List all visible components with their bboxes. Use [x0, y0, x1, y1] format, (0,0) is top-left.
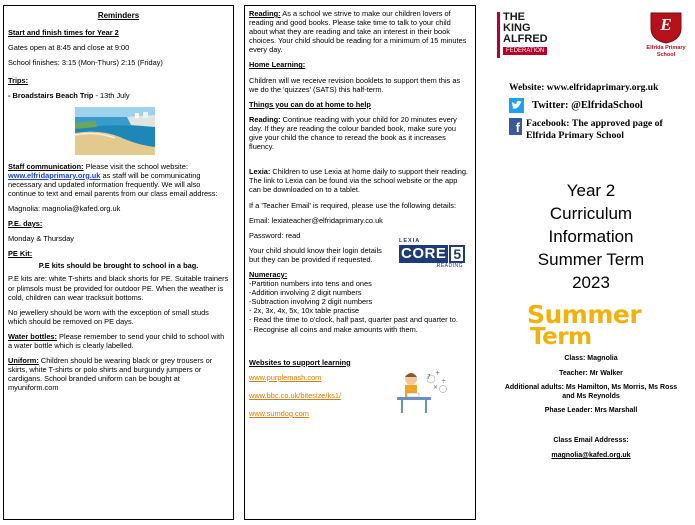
websites-heading: Websites to support learning: [249, 357, 351, 367]
additional-adults: Additional adults: Ms Hamilton, Ms Morris, Ms Ross and Ms Reynolds: [504, 384, 678, 400]
home-learning-heading: Home Learning:: [249, 60, 306, 70]
title-line-summer-term: Summer Term: [537, 250, 645, 269]
svg-text:×: ×: [433, 383, 439, 391]
trip-date: - 13th July: [95, 91, 130, 101]
magnolia-email: Magnolia: magnolia@kafed.org.uk: [8, 203, 121, 213]
website-link-sumdog[interactable]: www.sumdog.com: [249, 408, 309, 418]
water-text: Please remember to send your child to school with a water bottle which is clearly labelled.: [8, 331, 225, 350]
staff-comm-pre: Please visit the school website:: [83, 161, 188, 171]
water-heading: Water bottles:: [8, 331, 57, 341]
facebook-row[interactable]: [509, 118, 693, 142]
trip-line: [8, 91, 229, 100]
staff-communication: [8, 162, 229, 198]
uniform-text: Children should be wearing black or grey trousers or skirts, white T-shirts or polo shirts and burgundy jumpers or cardigans. School branded uniform can be bought at myuniform.com: [8, 356, 213, 393]
beach-photo: [75, 107, 155, 155]
reading-section: [249, 9, 471, 54]
lexia-core5-logo: [399, 238, 467, 276]
lexia-logo-bottom: READING: [436, 262, 463, 269]
lexia-text: Children to use Lexia at home daily to support their reading. The link to Lexia can be found via the school website or the app can be downloaded on to a tablet.: [249, 167, 468, 195]
numeracy-heading: Numeracy:: [249, 269, 288, 279]
twitter-icon: [509, 98, 524, 113]
staff-comm-post: as staff will be communicating necessary and updated information frequently. We will also continue to text and email parents from our class email address:: [8, 170, 218, 198]
reading2-section: [249, 115, 471, 151]
summer-word: Summer: [527, 300, 642, 329]
uniform-heading: Uniform:: [8, 356, 39, 366]
pe-kit-heading: PE Kit:: [8, 249, 33, 259]
lexia-logo-five: 5: [449, 245, 465, 263]
times-heading: Start and finish times for Year 2: [8, 28, 119, 38]
jewellery-text: No jewellery should be worn with the exception of small studs which should be removed on PE days.: [8, 307, 209, 326]
twitter-handle: Twitter: @ElfridaSchool: [532, 100, 643, 111]
federation-the: THE: [503, 11, 525, 23]
federation-alfred: ALFRED: [503, 33, 548, 45]
trip-name: - Broadstairs Beach Trip: [8, 91, 94, 101]
website-link[interactable]: www.elfridaprimary.org.uk: [8, 170, 101, 180]
uniform: [8, 356, 229, 392]
school-finishes-text: School finishes: 3:15 (Mon-Thurs) 2:15 (Friday): [8, 58, 163, 68]
teacher-email-request: If a 'Teacher Email' is required, please use the following details:: [249, 200, 456, 210]
reminders-panel: [3, 5, 234, 520]
website-line: Website: www.elfridaprimary.org.uk: [509, 83, 659, 93]
water-bottles: [8, 332, 229, 350]
numeracy-item: - Recognise all coins and make amounts with them.: [249, 324, 418, 334]
pe-kit-bag-note: P.E kits should be brought to school in a bag.: [38, 261, 199, 271]
gates-open-text: Gates open at 8:45 and close at 9:00: [8, 43, 130, 53]
title-line-curriculum: Curriculum: [549, 204, 633, 223]
website-link-bitesize[interactable]: www.bbc.co.uk/bitesize/ks1/: [249, 390, 342, 400]
numeracy-list: [249, 279, 471, 334]
phase-leader: Phase Leader: Mrs Marshall: [544, 407, 638, 414]
federation-king: KING: [503, 22, 531, 34]
reading2-text: Continue reading with your child for 20 minutes every day. If they are reading the colour banded book, make sure you give your child the chance to reread the book as it increases fluency.: [249, 114, 457, 152]
title-line-year-number: 2023: [572, 273, 610, 292]
king-alfred-federation-logo: [497, 12, 563, 58]
pe-kit-text: P.E kits are: white T-shirts and black shorts for PE. Suitable trainers or plimsols must be provided for outdoor PE. When the weather is cold, children can wear tracksuit bottoms.: [8, 274, 229, 302]
facebook-icon: f: [509, 118, 522, 135]
svg-text:+: +: [435, 369, 441, 377]
numeracy-item: -Subtraction involving 2 digit numbers: [249, 297, 373, 307]
svg-text:÷: ÷: [441, 377, 447, 385]
things-heading: Things you can do at home to help: [249, 99, 371, 109]
numeracy-item: -Addition involving 2 digit numbers: [249, 288, 362, 298]
numeracy-item: -Partition numbers into tens and ones: [249, 279, 372, 289]
class-name: Class: Magnolia: [564, 355, 618, 362]
term-word: Term: [530, 324, 592, 350]
reminders-title: Reminders: [97, 11, 140, 20]
facebook-text: Facebook: The approved page of Elfrida Primary School: [526, 118, 663, 141]
lexia-password: Password: read: [249, 230, 301, 240]
numeracy-item: - 2x, 3x, 4x, 5x, 10x table practise: [249, 306, 360, 316]
reading2-heading: Reading:: [249, 114, 281, 124]
studying-child-illustration: [393, 367, 451, 415]
svg-text:?: ?: [427, 372, 431, 381]
lexia-section: [249, 167, 471, 194]
home-learning-text: Children will we receive revision booklets to support them this as we do the 'quizzes' (SATS) this half-term.: [249, 75, 461, 94]
numeracy-item: - Read the time to o'clock, half past, quarter past and quarter to.: [249, 315, 458, 325]
websites-row: [249, 367, 471, 418]
login-row: [249, 237, 471, 269]
reading-heading: Reading:: [249, 9, 281, 18]
learning-panel: [244, 5, 476, 520]
federation-label: FEDERATION: [503, 47, 547, 55]
pe-days-heading: P.E. days:: [8, 219, 43, 229]
lexia-logo-core: CORE: [401, 244, 447, 262]
twitter-row[interactable]: [509, 98, 643, 113]
elfrida-crest-logo: [647, 12, 685, 68]
teacher-name: Teacher: Mr Walker: [559, 370, 623, 377]
class-email-link[interactable]: magnolia@kafed.org.uk: [551, 452, 631, 459]
trips-heading: Trips:: [8, 76, 29, 86]
class-email-label: Class Email Addresss:: [553, 437, 629, 444]
lexia-logo-top: LEXIA: [399, 237, 421, 244]
website-link-purplemash[interactable]: www.purplemash.com: [249, 372, 322, 382]
elfrida-name: Elfrida Primary School: [646, 45, 686, 58]
crest-letter: E: [660, 15, 672, 34]
summer-term-graphic: [527, 302, 657, 350]
lexia-email: Email: lexiateacher@elfridaprimary.co.uk: [249, 215, 383, 225]
login-text: Your child should know their login details but they can be provided if requested.: [249, 245, 382, 264]
reading-text: As a school we strive to make our children lovers of reading and good books. Please take time to talk to your child about what they are reading and take an interest in their book choices. Your child should be reading for a minimum of 15 minutes every day.: [249, 9, 467, 55]
cover-panel: [487, 0, 695, 525]
lexia-heading: Lexia:: [249, 167, 271, 177]
pe-days-text: Monday & Thursday: [8, 234, 75, 244]
title-line-information: Information: [548, 227, 634, 246]
title-line-year: Year 2: [566, 181, 616, 200]
staff-comm-heading: Staff communication:: [8, 161, 84, 171]
